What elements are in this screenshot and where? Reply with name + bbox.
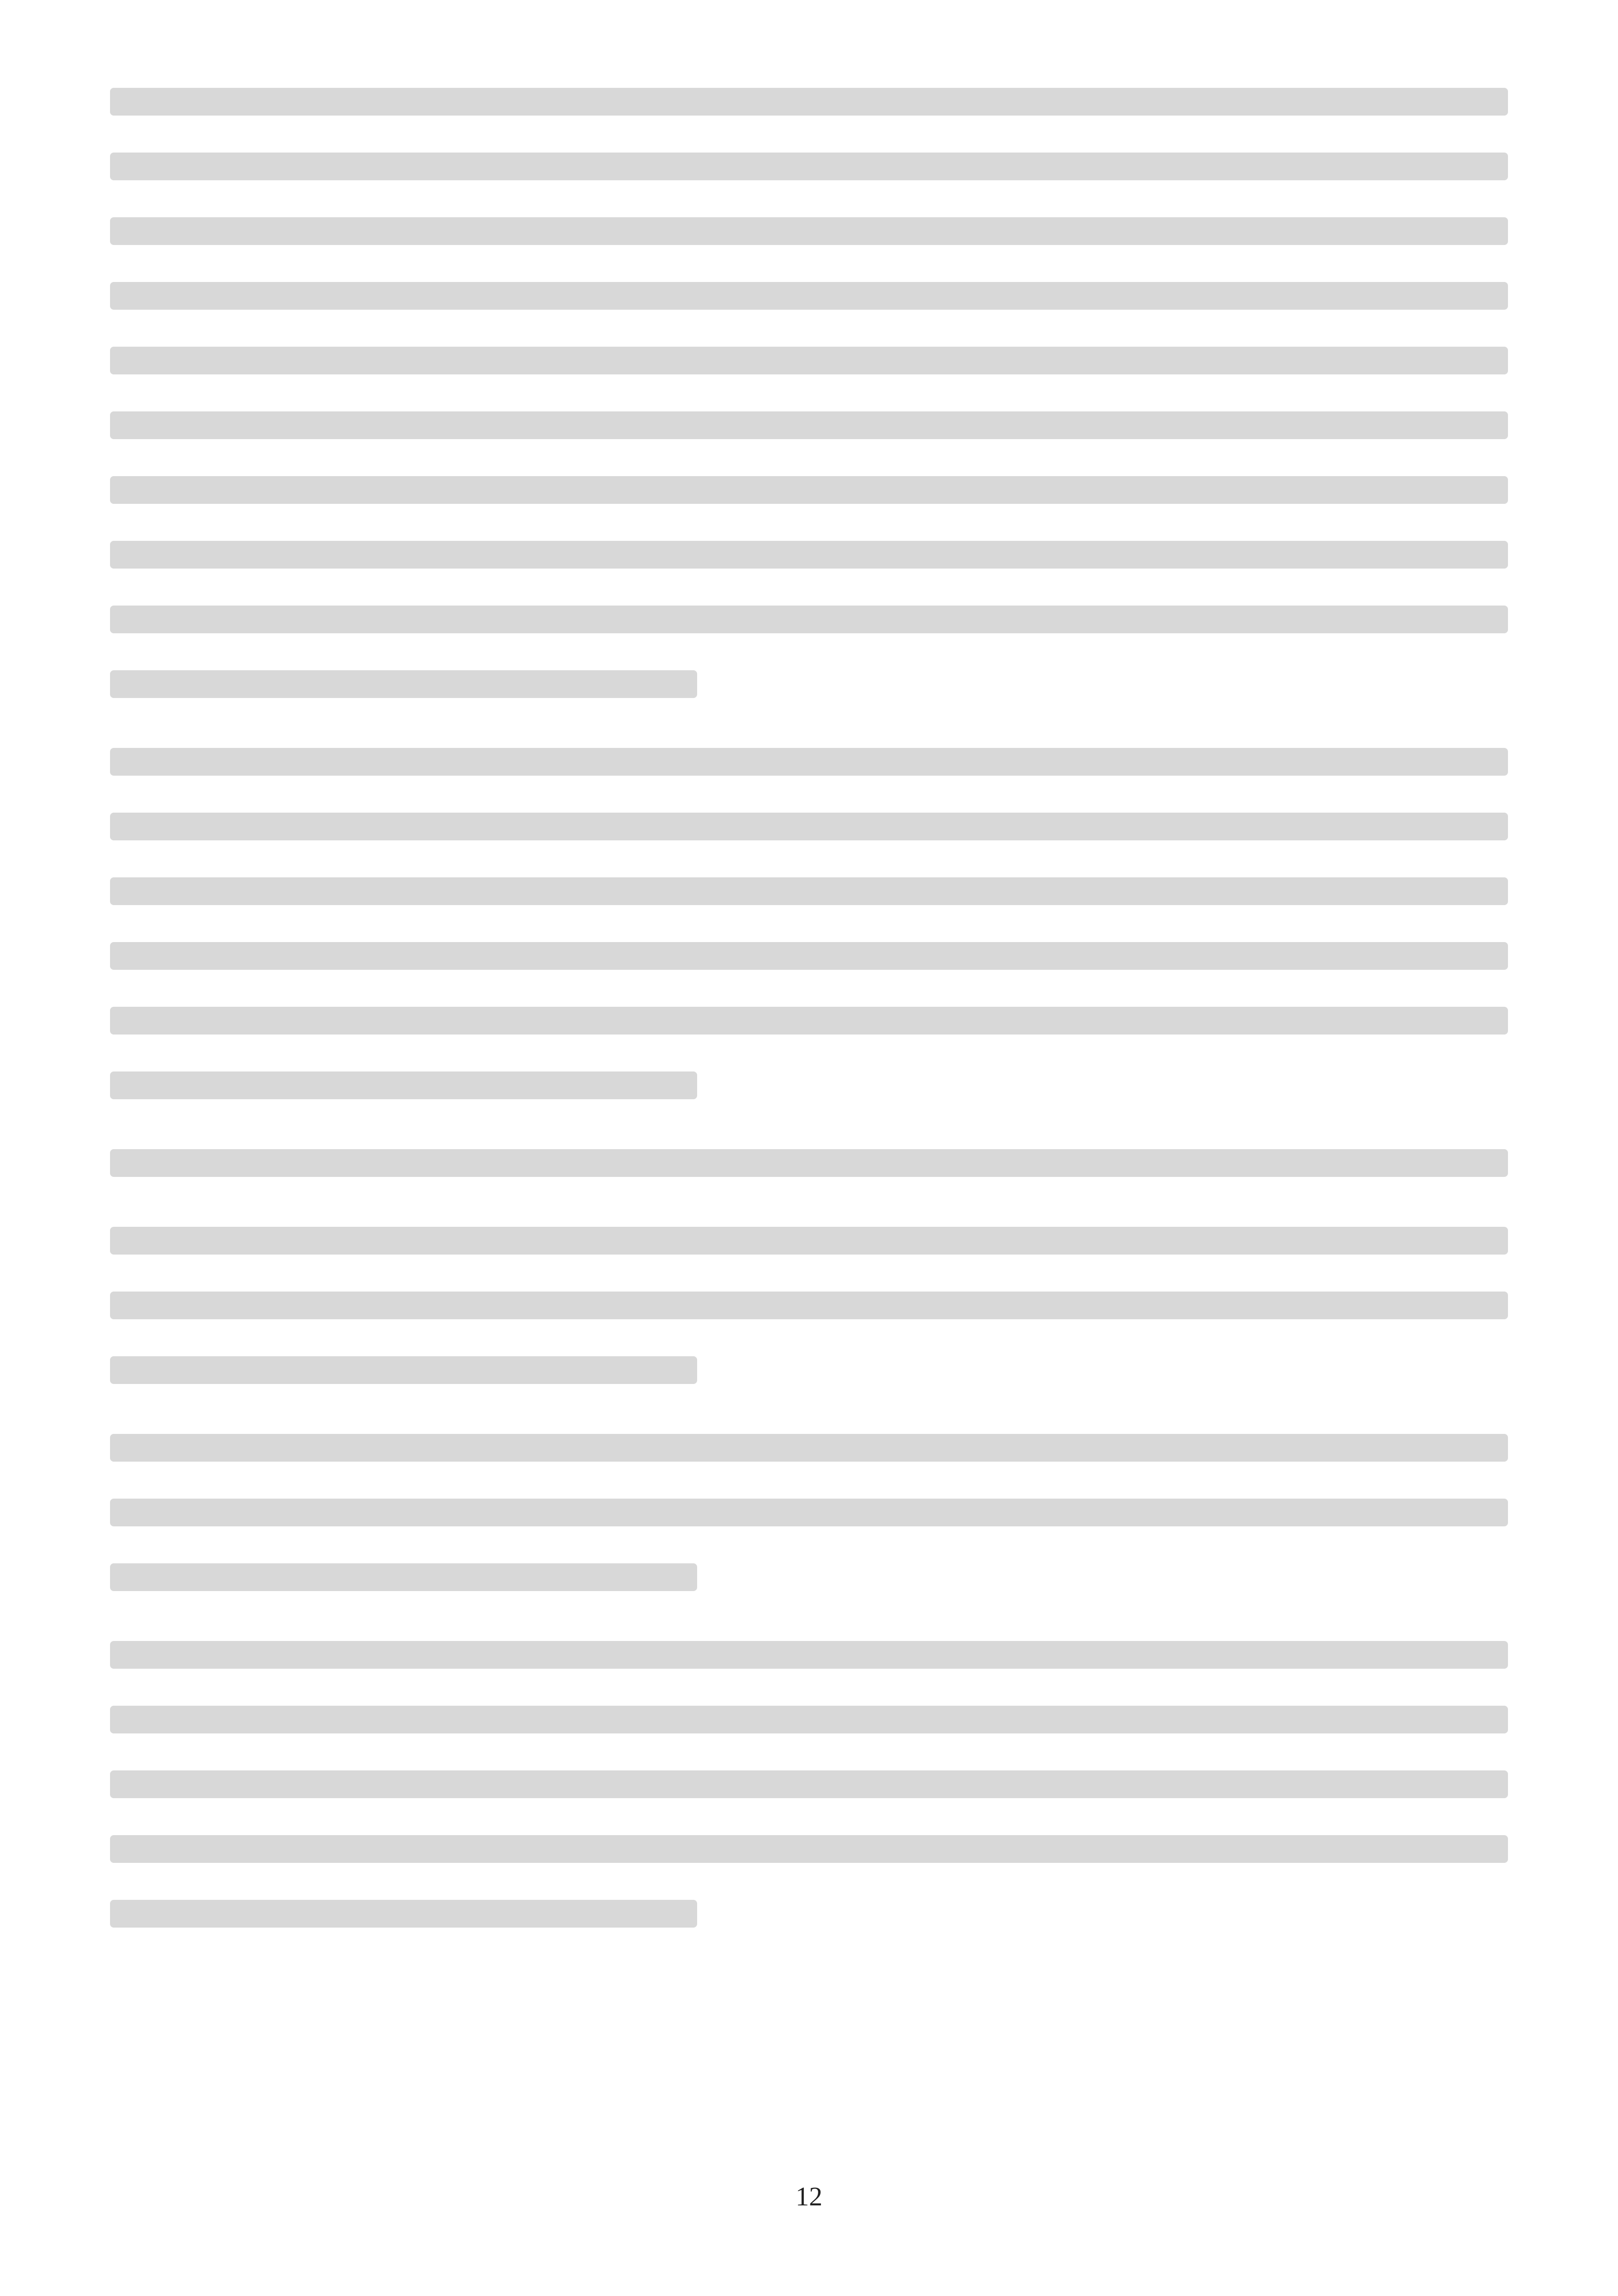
page-number: 12 (796, 2181, 822, 2211)
paragraph-placeholder (110, 1149, 1508, 1177)
placeholder-line (110, 88, 1508, 116)
paragraph-placeholder (110, 1641, 1508, 1928)
paragraph-placeholder (110, 748, 1508, 1099)
placeholder-line (110, 1356, 697, 1384)
placeholder-line (110, 347, 1508, 374)
body-text-placeholder (110, 88, 1508, 1978)
placeholder-line (110, 1563, 697, 1591)
placeholder-line (110, 1770, 1508, 1798)
placeholder-line (110, 942, 1508, 970)
placeholder-line (110, 670, 697, 698)
placeholder-line (110, 877, 1508, 905)
placeholder-line (110, 1835, 1508, 1863)
placeholder-line (110, 217, 1508, 245)
placeholder-line (110, 748, 1508, 776)
placeholder-line (110, 1071, 697, 1099)
placeholder-line (110, 476, 1508, 504)
placeholder-line (110, 1499, 1508, 1526)
placeholder-line (110, 1900, 697, 1928)
placeholder-line (110, 1434, 1508, 1462)
placeholder-line (110, 282, 1508, 310)
placeholder-line (110, 606, 1508, 633)
placeholder-line (110, 1149, 1508, 1177)
placeholder-line (110, 541, 1508, 569)
placeholder-line (110, 153, 1508, 180)
placeholder-line (110, 1706, 1508, 1733)
paragraph-placeholder (110, 88, 1508, 698)
placeholder-line (110, 1641, 1508, 1669)
paragraph-placeholder (110, 1434, 1508, 1591)
placeholder-line (110, 1292, 1508, 1319)
placeholder-line (110, 1007, 1508, 1035)
placeholder-line (110, 411, 1508, 439)
placeholder-line (110, 1227, 1508, 1255)
placeholder-line (110, 813, 1508, 840)
paragraph-placeholder (110, 1227, 1508, 1384)
